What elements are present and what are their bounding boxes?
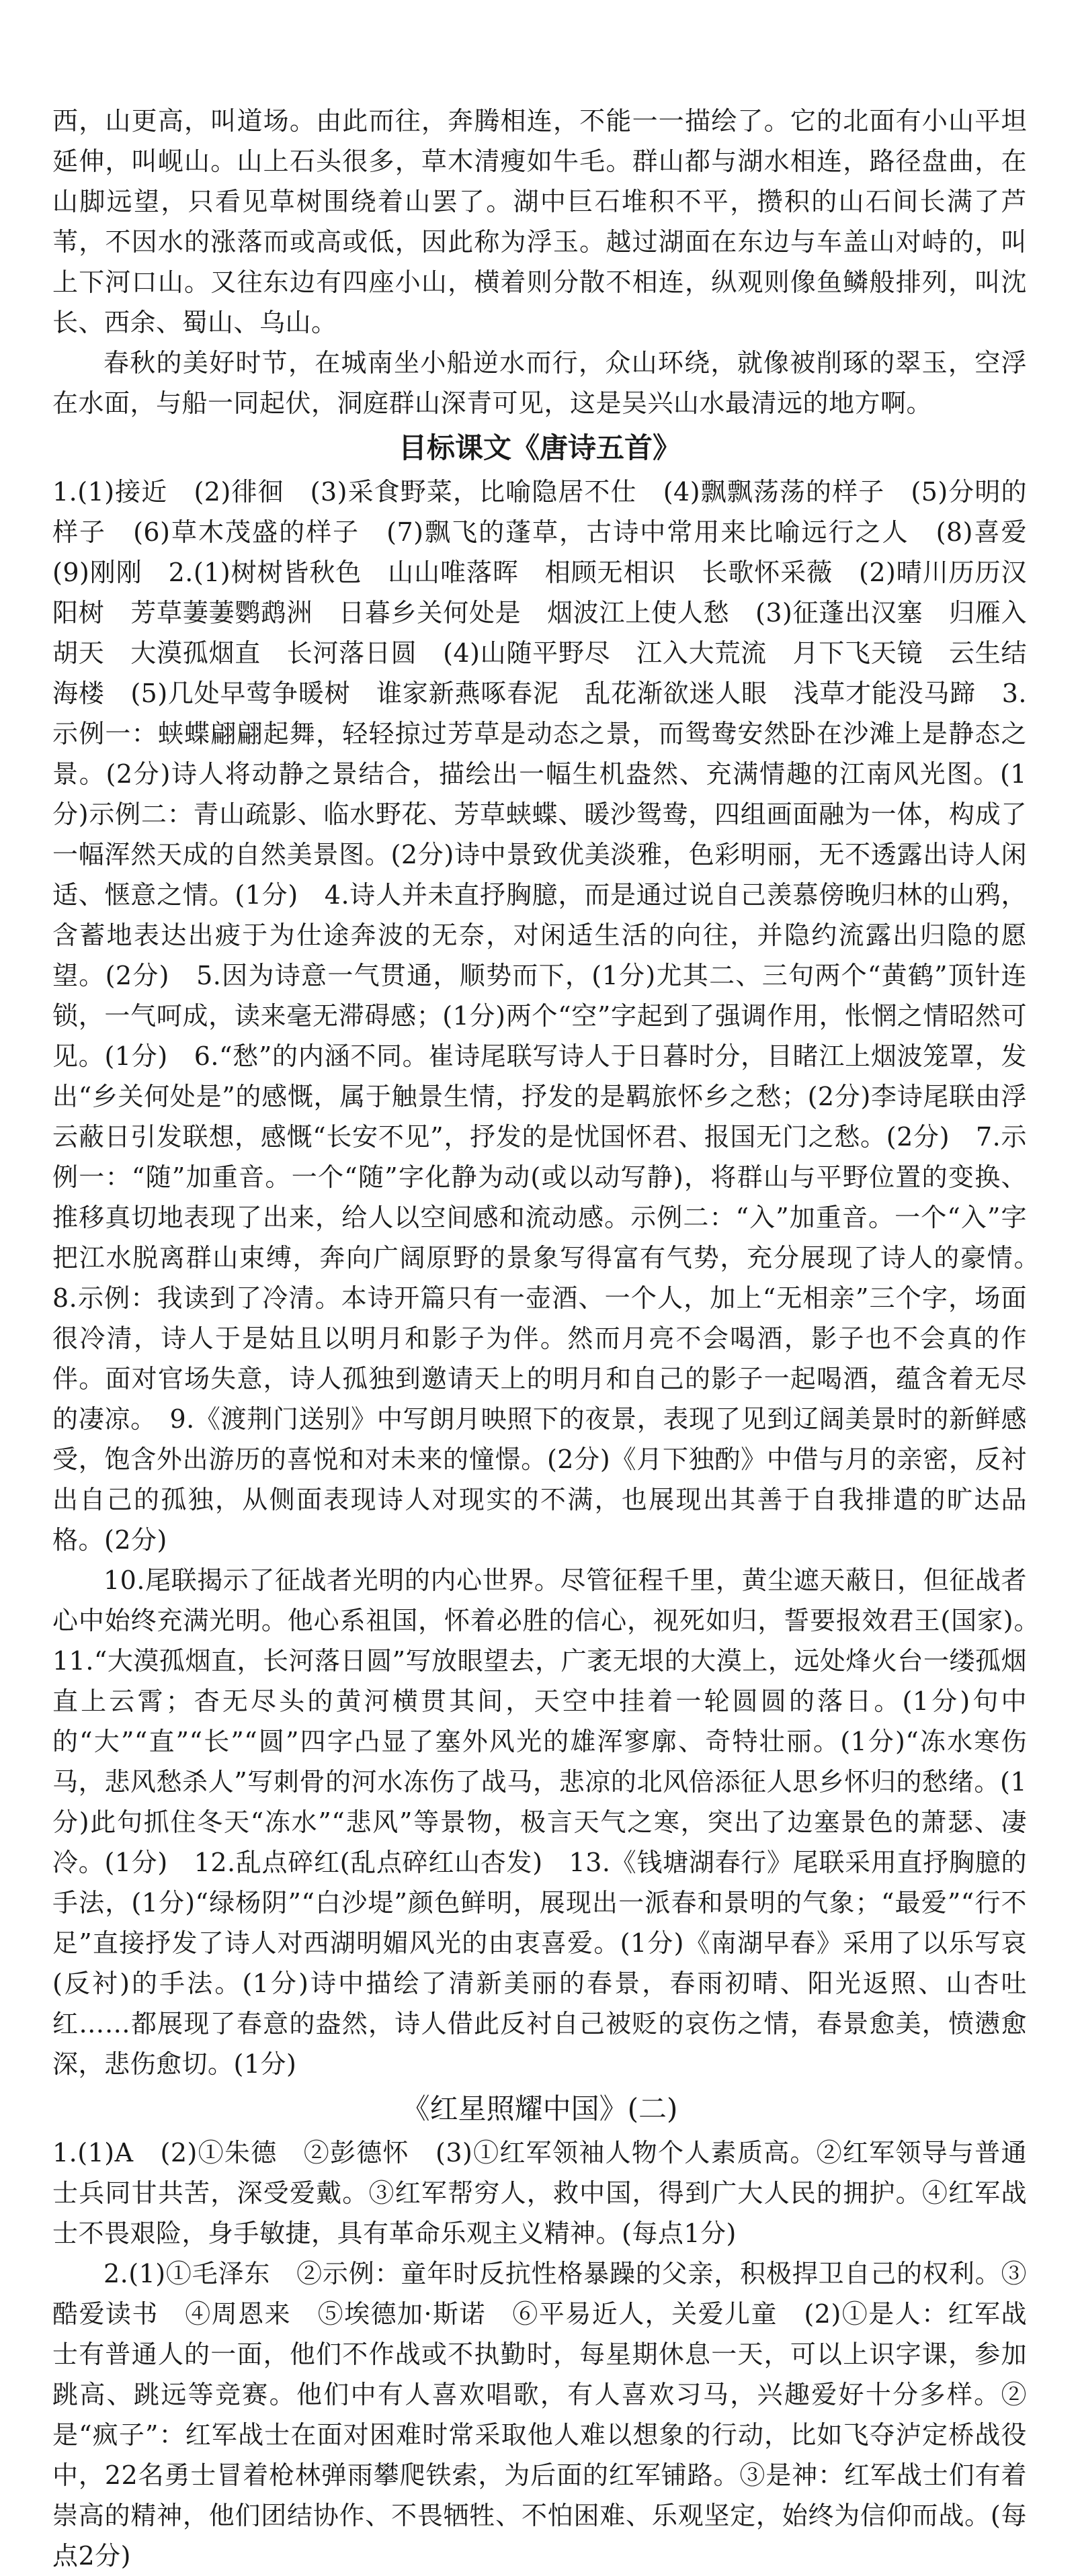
tang-poems-answers-10-13: 10.尾联揭示了征战者光明的内心世界。尽管征程千里，黄尘遮天蔽日，但征战者心中始终充满光明。他心系祖国，怀着必胜的信心，视死如归，誓要报效君王(国家)。 11.“大漠孤烟直，长河落日圆”写放眼望去，广袤无垠的大漠上，远处烽火台一缕孤烟直上云霄；杳无尽头的黄河横贯其间，天空中挂着一轮圆圆的落日。(1分)句中的“大”“直”“长”“圆”四字凸显了塞外风光的雄浑寥廓、奇特壮丽。(1分)“冻水寒伤马，悲风愁杀人”写刺骨的河水冻伤了战马，悲凉的北风倍添征人思乡怀归的愁绪。(1分)此句抓住冬天“冻水”“悲风”等景物，极言天气之寒，突出了边塞景色的萧瑟、凄冷。(1分) 12.乱点碎红(乱点碎红山杏发) 13.《钱塘湖春行》尾联采用直抒胸臆的手法，(1分)“绿杨阴”“白沙堤”颜色鲜明，展现出一派春和景明的气象；“最爱”“行不足”直接抒发了诗人对西湖明媚风光的由衷喜爱。(1分)《南湖早春》采用了以乐写哀(反衬)的手法。(1分)诗中描绘了清新美丽的春景，春雨初晴、阳光返照、山杏吐红……都展现了春意的盎然，诗人借此反衬自己被贬的哀伤之情，春景愈美，愤懑愈深，悲伤愈切。(1分) (52, 1565, 1053, 2079)
red-star-answers (52, 2133, 1027, 2576)
section-title-tang-poems: 目标课文《唐诗五首》 (398, 431, 681, 464)
answer-page (52, 101, 1053, 2571)
tang-poems-answers (52, 472, 1053, 2084)
translation-section (52, 101, 1027, 423)
translation-paragraph-2: 春秋的美好时节，在城南坐小船逆水而行，众山环绕，就像被削琢的翠玉，空浮在水面，与船一同起伏，洞庭群山深青可见，这是吴兴山水最清远的地方啊。 (52, 348, 1027, 418)
red-star-answer-2: 2.(1)①毛泽东 ②示例：童年时反抗性格暴躁的父亲，积极捍卫自己的权利。③酷爱读书 ④周恩来 ⑤埃德加·斯诺 ⑥平易近人，关爱儿童 (2)①是人：红军战士有普通人的一面，他们不作战或不执勤时，每星期休息一天，可以上识字课，参加跳高、跳远等竞赛。他们中有人喜欢唱歌，有人喜欢习马，兴趣爱好十分多样。②是“疯子”：红军战士在面对困难时常采取他人难以想象的行动，比如飞夺泸定桥战役中，22名勇士冒着枪林弹雨攀爬铁索，为后面的红军铺路。③是神：红军战士们有着崇高的精神，他们团结协作、不畏牺牲、不怕困难、乐观坚定，始终为信仰而战。(每点2分) (52, 2259, 1027, 2571)
red-star-answer-1: 1.(1)A (2)①朱德 ②彭德怀 (3)①红军领袖人物个人素质高。②红军领导与普通士兵同甘共苦，深受爱戴。③红军帮穷人，救中国，得到广大人民的拥护。④红军战士不畏艰险，身手敏捷，具有革命乐观主义精神。(每点1分) (52, 2138, 1027, 2248)
section-title-red-star: 《红星照耀中国》(二) (401, 2092, 678, 2125)
translation-paragraph-1: 西，山更高，叫道场。由此而往，奔腾相连，不能一一描绘了。它的北面有小山平坦延伸，叫岘山。山上石头很多，草木清瘦如牛毛。群山都与湖水相连，路径盘曲，在山脚远望，只看见草树围绕着山罢了。湖中巨石堆积不平，攒积的山石间长满了芦苇，不因水的涨落而或高或低，因此称为浮玉。越过湖面在东边与车盖山对峙的，叫上下河口山。又往东边有四座小山，横着则分散不相连，纵观则像鱼鳞般排列，叫沈长、西余、蜀山、乌山。 (52, 106, 1027, 337)
tang-poems-answers-1-9: 1.(1)接近 (2)徘徊 (3)采食野菜，比喻隐居不仕 (4)飘飘荡荡的样子 (5)分明的样子 (6)草木茂盛的样子 (7)飘飞的蓬草，古诗中常用来比喻远行之人 (8)喜爱 (9)刚刚 2.(1)树树皆秋色 山山唯落晖 相顾无相识 长歌怀采薇 (2)晴川历历汉阳树 芳草萋萋鹦鹉洲 日暮乡关何处是 烟波江上使人愁 (3)征蓬出汉塞 归雁入胡天 大漠孤烟直 长河落日圆 (4)山随平野尽 江入大荒流 月下飞天镜 云生结海楼 (5)几处早莺争暖树 谁家新燕啄春泥 乱花渐欲迷人眼 浅草才能没马蹄 3.示例一：蛱蝶翩翩起舞，轻轻掠过芳草是动态之景，而鸳鸯安然卧在沙滩上是静态之景。(2分)诗人将动静之景结合，描绘出一幅生机盎然、充满情趣的江南风光图。(1分)示例二：青山疏影、临水野花、芳草蛱蝶、暖沙鸳鸯，四组画面融为一体，构成了一幅浑然天成的自然美景图。(2分)诗中景致优美淡雅，色彩明丽，无不透露出诗人闲适、惬意之情。(1分) 4.诗人并未直抒胸臆，而是通过说自己羡慕傍晚归林的山鸦，含蓄地表达出疲于为仕途奔波的无奈，对闲适生活的向往，并隐约流露出归隐的愿望。(2分) 5.因为诗意一气贯通，顺势而下，(1分)尤其二、三句两个“黄鹤”顶针连锁，一气呵成，读来毫无滞碍感；(1分)两个“空”字起到了强调作用，怅惘之情昭然可见。(1分) 6.“愁”的内涵不同。崔诗尾联写诗人于日暮时分，目睹江上烟波笼罩，发出“乡关何处是”的感慨，属于触景生情，抒发的是羁旅怀乡之愁；(2分)李诗尾联由浮云蔽日引发联想，感慨“长安不见”，抒发的是忧国怀君、报国无门之愁。(2分) 7.示例一：“随”加重音。一个“随”字化静为动(或以动写静)，将群山与平野位置的变换、推移真切地表现了出来，给人以空间感和流动感。示例二：“入”加重音。一个“入”字把江水脱离群山束缚，奔向广阔原野的景象写得富有气势，充分展现了诗人的豪情。 8.示例：我读到了冷清。本诗开篇只有一壶酒、一个人，加上“无相亲”三个字，场面很冷清，诗人于是姑且以明月和影子为伴。然而月亮不会喝酒，影子也不会真的作伴。面对官场失意，诗人孤独到邀请天上的明月和自己的影子一起喝酒，蕴含着无尽的凄凉。 9.《渡荆门送别》中写朗月映照下的夜景，表现了见到辽阔美景时的新鲜感受，饱含外出游历的喜悦和对未来的憧憬。(2分)《月下独酌》中借与月的亲密，反衬出自己的孤独，从侧面表现诗人对现实的不满，也展现出其善于自我排遣的旷达品格。(2分) (52, 477, 1053, 1555)
